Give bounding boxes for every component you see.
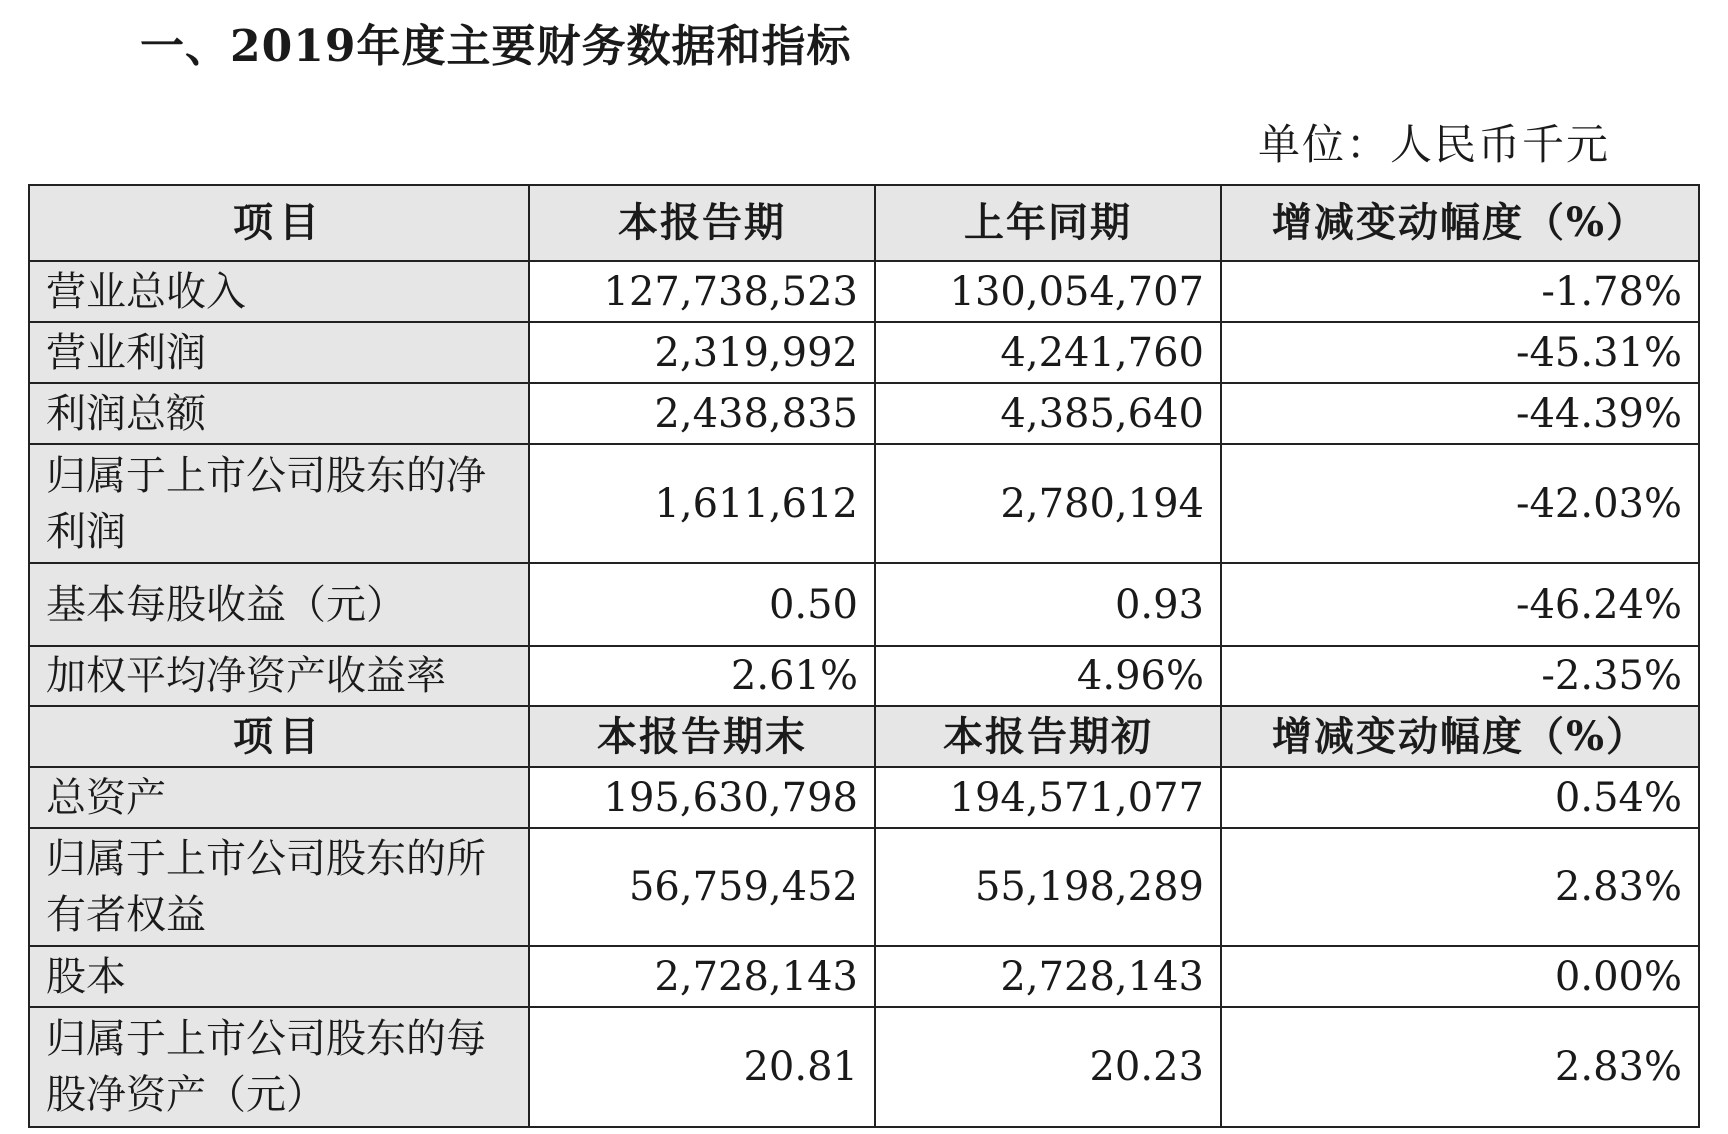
unit-label: 单位：人民币千元: [1257, 120, 1610, 169]
row-label: 归属于上市公司股东的所有者权益: [29, 828, 529, 946]
row-label: 股本: [29, 946, 529, 1007]
row-label: 归属于上市公司股东的净利润: [29, 444, 529, 563]
row-label: 基本每股收益（元）: [29, 563, 529, 646]
header-cell: 本报告期初: [875, 706, 1221, 767]
change-value: 0.00%: [1221, 946, 1699, 1007]
current-value: 127,738,523: [529, 261, 875, 322]
table-row: [29, 383, 1699, 444]
previous-value: 130,054,707: [875, 261, 1221, 322]
table-row: [29, 828, 1699, 946]
header-cell: 本报告期: [529, 185, 875, 261]
section-title: 一、2019年度主要财务数据和指标: [140, 21, 852, 72]
change-value: -2.35%: [1221, 646, 1699, 706]
change-value: -46.24%: [1221, 563, 1699, 646]
current-value: 1,611,612: [529, 444, 875, 563]
financial-data-table: [28, 184, 1700, 1128]
header-cell: 上年同期: [875, 185, 1221, 261]
row-label: 利润总额: [29, 383, 529, 444]
table-row: [29, 322, 1699, 383]
previous-value: 4,241,760: [875, 322, 1221, 383]
change-value: 2.83%: [1221, 1007, 1699, 1127]
row-label: 营业总收入: [29, 261, 529, 322]
table-row: [29, 1007, 1699, 1127]
header-cell: 增减变动幅度（%）: [1221, 706, 1699, 767]
change-value: -1.78%: [1221, 261, 1699, 322]
change-value: -44.39%: [1221, 383, 1699, 444]
row-label: 加权平均净资产收益率: [29, 646, 529, 706]
table-row: [29, 444, 1699, 563]
row-label: 归属于上市公司股东的每股净资产（元）: [29, 1007, 529, 1127]
current-value: 2,438,835: [529, 383, 875, 444]
table-header-row-1: [29, 185, 1699, 261]
table-row: [29, 646, 1699, 706]
table-row: [29, 563, 1699, 646]
table-row: [29, 946, 1699, 1007]
change-value: -45.31%: [1221, 322, 1699, 383]
change-value: -42.03%: [1221, 444, 1699, 563]
previous-value: 4,385,640: [875, 383, 1221, 444]
header-cell: 项目: [29, 185, 529, 261]
table-row: [29, 767, 1699, 828]
change-value: 0.54%: [1221, 767, 1699, 828]
header-cell: 项目: [29, 706, 529, 767]
header-cell: 增减变动幅度（%）: [1221, 185, 1699, 261]
current-value: 0.50: [529, 563, 875, 646]
table-header-row-2: [29, 706, 1699, 767]
previous-value: 2,780,194: [875, 444, 1221, 563]
current-value: 56,759,452: [529, 828, 875, 946]
previous-value: 194,571,077: [875, 767, 1221, 828]
change-value: 2.83%: [1221, 828, 1699, 946]
row-label: 总资产: [29, 767, 529, 828]
table-row: [29, 261, 1699, 322]
previous-value: 0.93: [875, 563, 1221, 646]
current-value: 195,630,798: [529, 767, 875, 828]
previous-value: 55,198,289: [875, 828, 1221, 946]
current-value: 20.81: [529, 1007, 875, 1127]
previous-value: 20.23: [875, 1007, 1221, 1127]
current-value: 2,319,992: [529, 322, 875, 383]
current-value: 2,728,143: [529, 946, 875, 1007]
previous-value: 4.96%: [875, 646, 1221, 706]
previous-value: 2,728,143: [875, 946, 1221, 1007]
current-value: 2.61%: [529, 646, 875, 706]
row-label: 营业利润: [29, 322, 529, 383]
header-cell: 本报告期末: [529, 706, 875, 767]
